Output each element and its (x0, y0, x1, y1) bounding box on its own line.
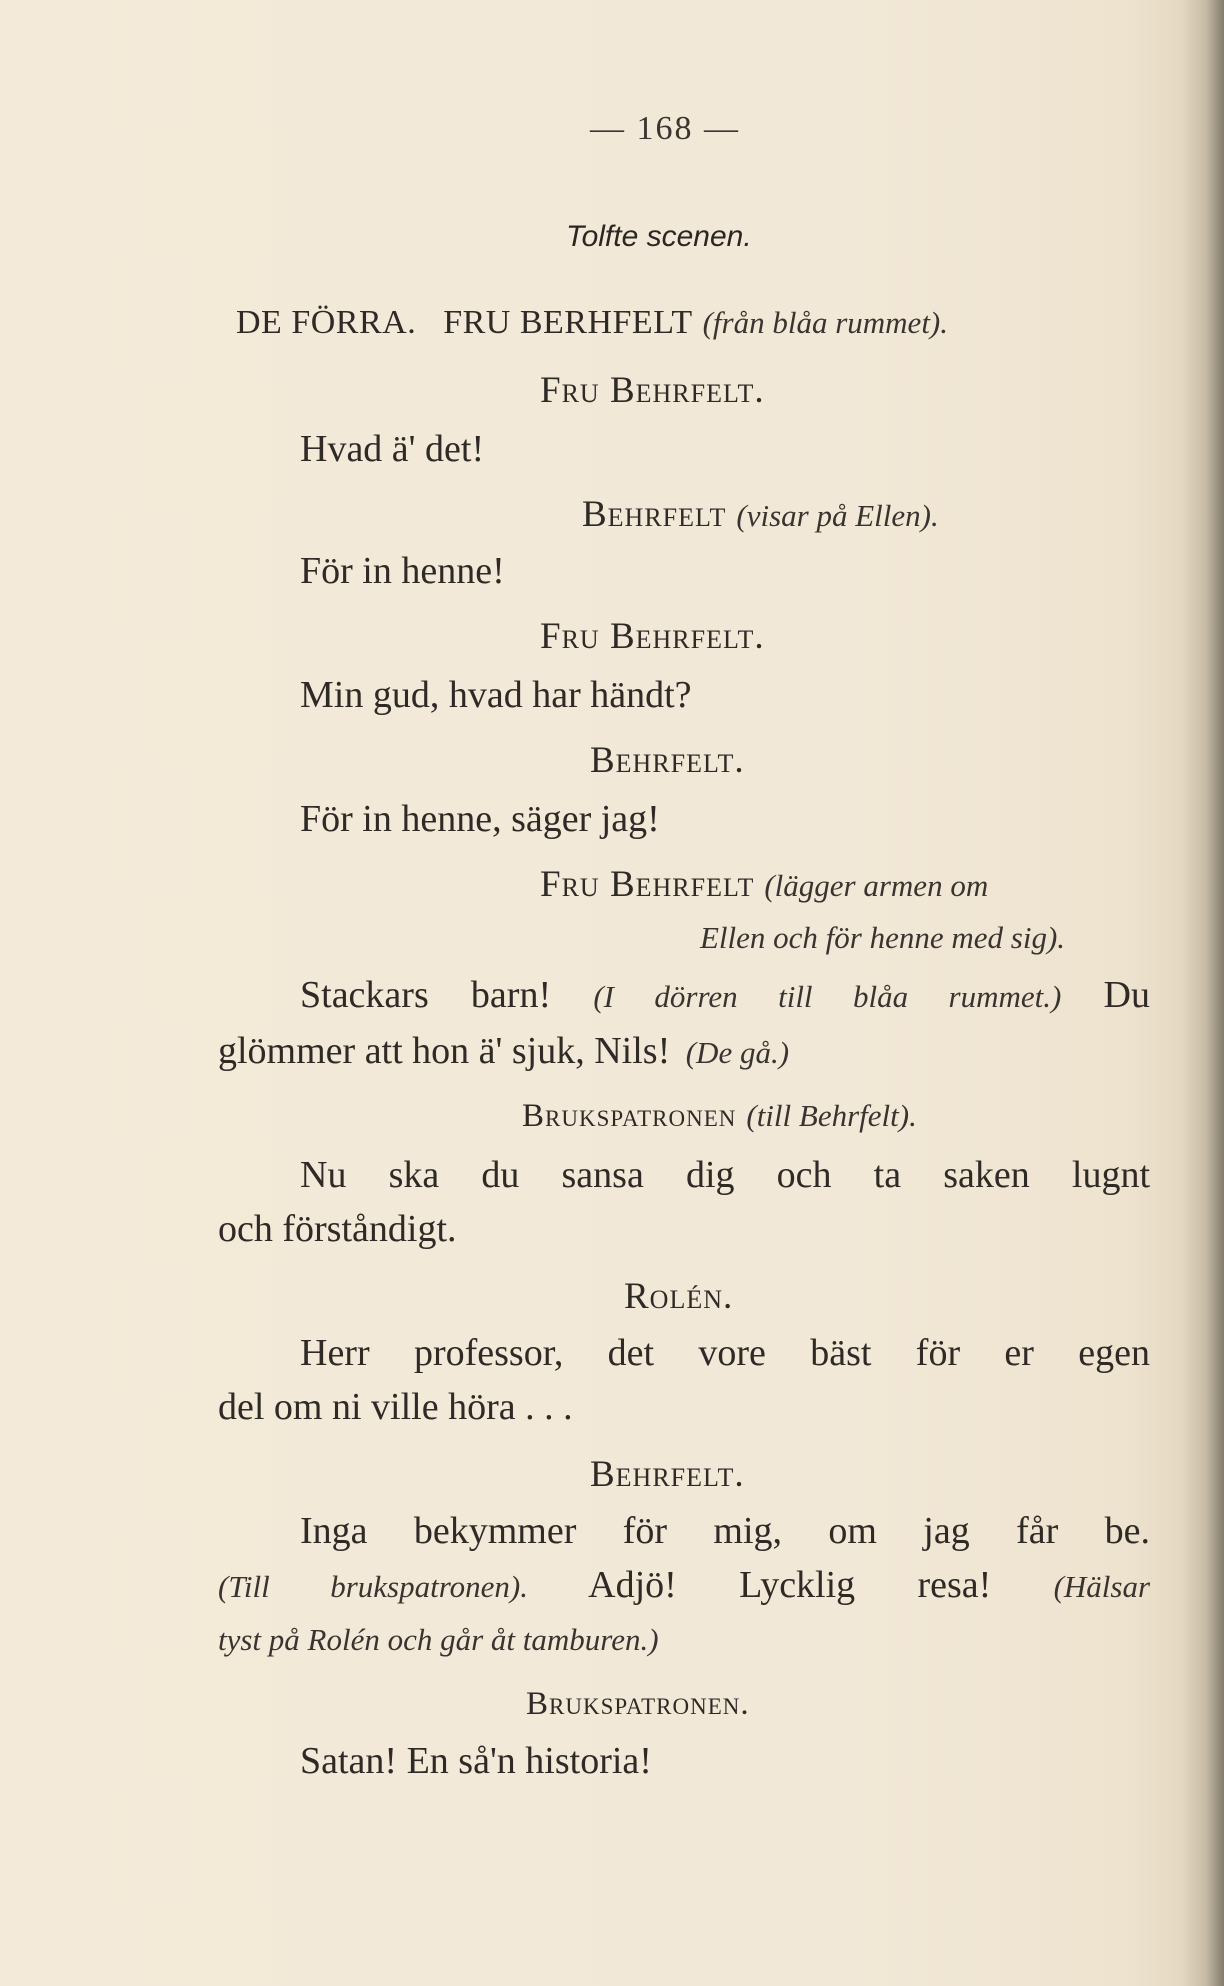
dialogue-line: Hvad ä' det! (300, 428, 485, 470)
dialogue-line: Herr professor, det vore bäst för er egen (300, 1332, 1150, 1374)
stage-direction: (visar på Ellen). (736, 498, 939, 533)
stage-direction-continued: tyst på Rolén och går åt tamburen.) (218, 1622, 659, 1657)
dialogue-line (218, 1032, 789, 1070)
speaker-behrfelt-3: Behrfelt. (590, 1454, 745, 1495)
stage-direction: (till Behrfelt). (746, 1098, 917, 1133)
scene-title: Tolfte scenen. (566, 220, 752, 253)
stage-direction-continued: Ellen och för henne med sig). (700, 920, 1066, 955)
speaker-behrfelt-1: Behrfelt (582, 494, 727, 535)
dialogue-line: Min gud, hvad har händt? (300, 674, 692, 716)
entrance-stage-direction: (från blåa rummet). (702, 305, 949, 340)
page-edge-shadow (1184, 0, 1224, 1986)
speaker-fru-behrfelt-1: Fru Behrfelt. (540, 370, 765, 411)
speaker-fru-behrfelt-2: Fru Behrfelt. (540, 616, 765, 657)
entrance-characters: DE FÖRRA. FRU BERHFELT (236, 304, 693, 341)
speaker-line-fru-behrfelt-3 (540, 866, 988, 903)
dialogue-text: glömmer att hon ä' sjuk, Nils! (218, 1030, 671, 1072)
speaker-rolen: Rolén. (624, 1276, 734, 1317)
dialogue-text: Adjö! Lycklig resa! (588, 1564, 992, 1606)
dialogue-line (300, 976, 1150, 1014)
dialogue-text: Du (1103, 974, 1150, 1016)
stage-direction: (De gå.) (685, 1035, 790, 1070)
entrance-line (236, 306, 948, 340)
dialogue-line (218, 1566, 1150, 1604)
stage-direction: (I dörren till blåa rummet.) (593, 979, 1062, 1014)
stage-direction: (Hälsar (1053, 1569, 1151, 1604)
dialogue-line: och förståndigt. (218, 1208, 457, 1250)
dialogue-line: del om ni ville höra . . . (218, 1386, 573, 1428)
speaker-fru-behrfelt-3: Fru Behrfelt (540, 864, 755, 905)
dialogue-text: Stackars barn! (300, 974, 552, 1016)
dialogue-line: För in henne! (300, 550, 505, 592)
speaker-brukspatronen-2: Brukspatronen. (526, 1686, 750, 1722)
stage-direction: (lägger armen om (764, 868, 989, 903)
dialogue-line: Inga bekymmer för mig, om jag får be. (300, 1510, 1150, 1552)
stage-direction: (Till brukspatronen). (218, 1569, 528, 1604)
page-number: — 168 — (590, 110, 740, 147)
speaker-brukspatronen-1: Brukspatronen (522, 1098, 737, 1134)
speaker-line-brukspatronen-1 (522, 1100, 917, 1133)
speaker-behrfelt-2: Behrfelt. (590, 740, 745, 781)
dialogue-line: Nu ska du sansa dig och ta saken lugnt (300, 1154, 1150, 1196)
dialogue-line: Satan! En så'n historia! (300, 1740, 652, 1782)
speaker-line-behrfelt-1 (582, 496, 939, 533)
dialogue-line: För in henne, säger jag! (300, 798, 660, 840)
